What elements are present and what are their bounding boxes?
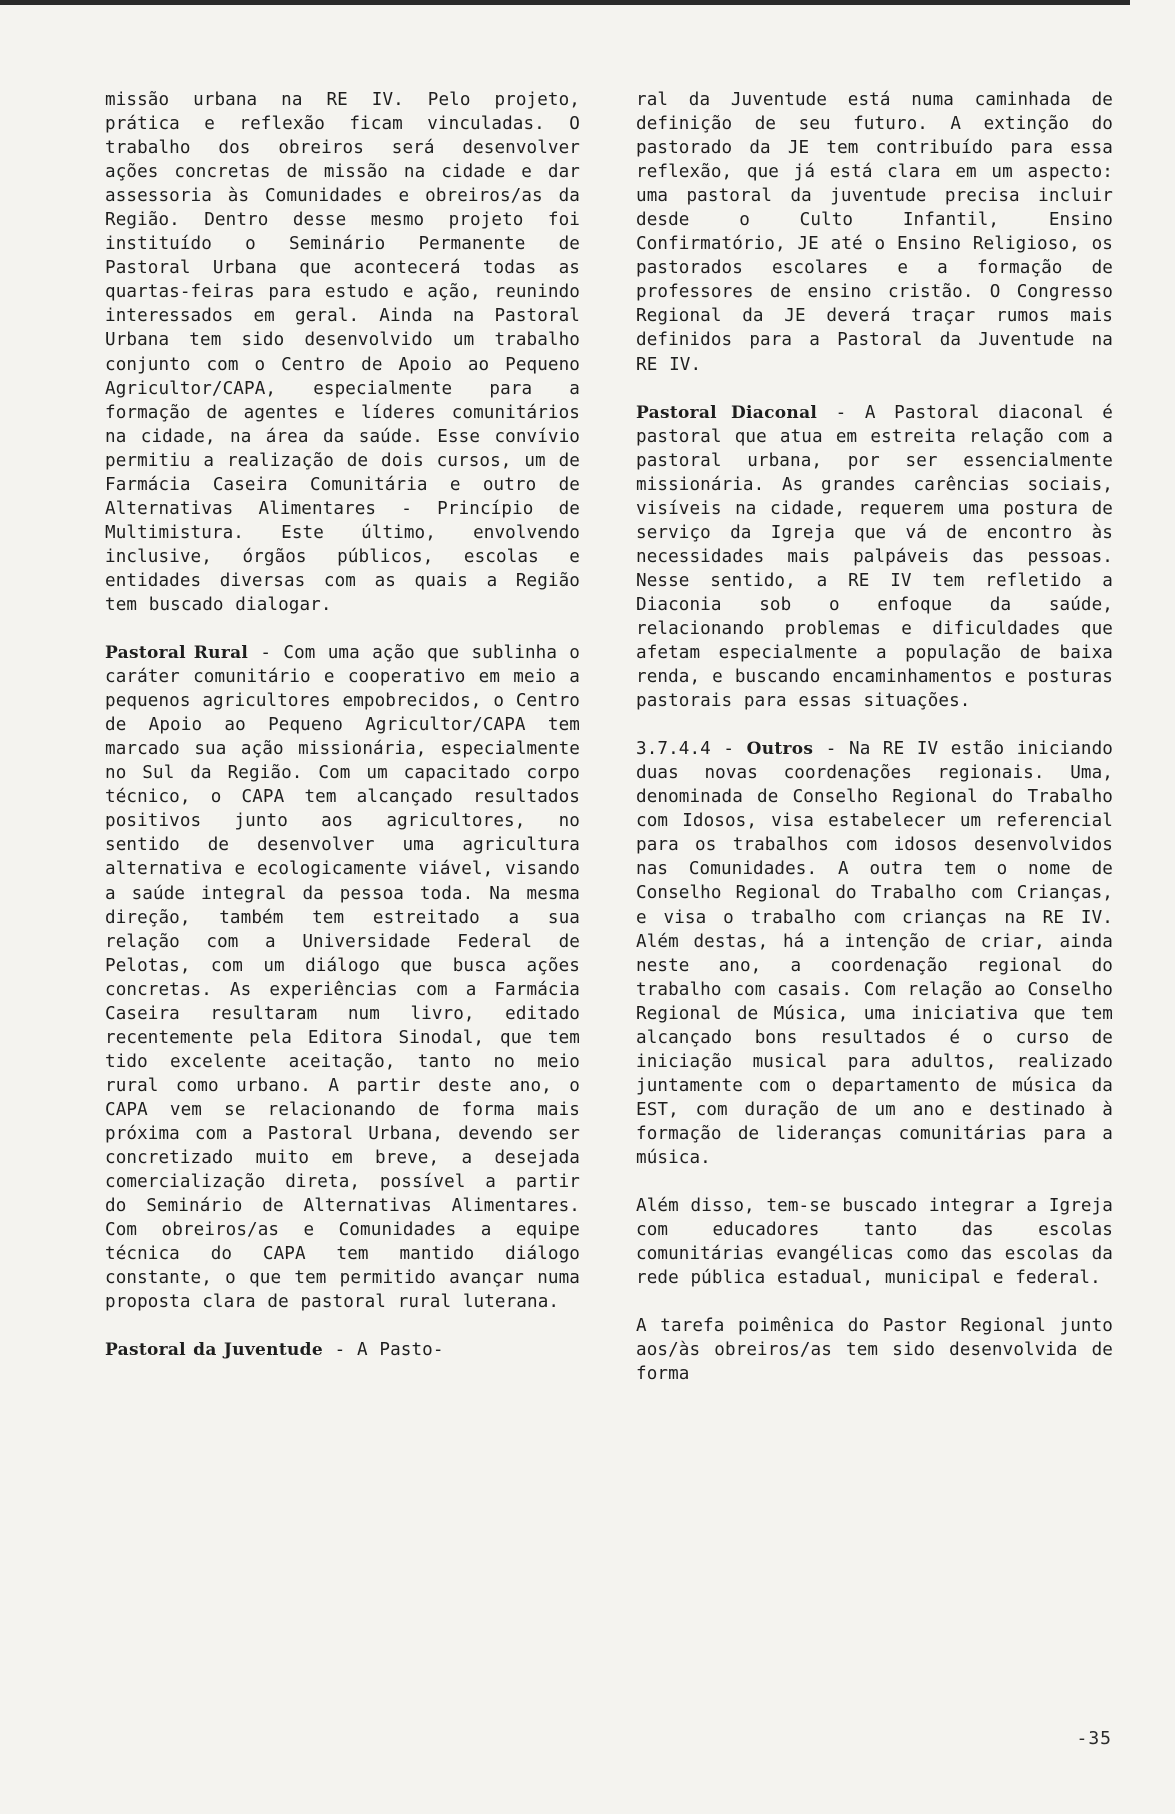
- paragraph-text: - A Pastoral diaconal é pastoral que atua em estreita relação com a pastoral urbana, por ser essencialmente missionária. As grandes carências sociais, visíveis na cidade, requerem uma postura de serviço da Igreja que vá de encontro às necessidades mais palpáveis das pessoas. Nesse sentido, a RE IV tem refletido a Diaconia sob o enfoque da saúde, relacionando problemas e dificuldades que afetam especialmente a população de baixa renda, e buscando encaminhamentos e posturas pastorais para essas situações.: [636, 402, 1113, 712]
- paragraph-pastoral-rural: [105, 641, 580, 1314]
- paragraph-tarefa-poimenica: [636, 1314, 1113, 1386]
- paragraph-urban-mission: [105, 88, 580, 617]
- paragraph-pastoral-juventude-cont: [636, 88, 1113, 377]
- paragraph-text: - Na RE IV estão iniciando duas novas coordenações regionais. Uma, denominada de Conselho Regional do Trabalho com Idosos, visa estabelecer um referencial para os trabalhos com idosos desenvolvidos nas Comunidades. A outra tem o nome de Conselho Regional do Trabalho com Crianças, e visa o trabalho com crianças na RE IV. Além destas, há a intenção de criar, ainda neste ano, a coordenação regional do trabalho com casais. Com relação ao Conselho Regional de Música, uma iniciativa que tem alcançado bons resultados é o curso de iniciação musical para adultos, realizado juntamente com o departamento de música da EST, com duração de um ano e destinado à formação de lideranças comunitárias para a música.: [636, 739, 1113, 1168]
- page-number: -35: [1076, 1728, 1112, 1749]
- left-column: [105, 88, 580, 1386]
- paragraph-outros: [636, 737, 1113, 1170]
- paragraph-pastoral-juventude-start: [105, 1338, 580, 1362]
- paragraph-pastoral-diaconal: [636, 401, 1113, 714]
- section-number: 3.7.4.4 -: [636, 739, 747, 760]
- section-heading-pastoral-juventude: Pastoral da Juventude: [105, 1340, 323, 1361]
- paragraph-text: ral da Juventude está numa caminhada de definição de seu futuro. A extinção do pastorado da JE tem contribuído para essa reflexão, que já está clara em um aspecto: uma pastoral da juventude precisa incluir desde o Culto Infantil, Ensino Confirmatório, JE até o Ensino Religioso, os pastorados escolares e a formação de professores de ensino cristão. O Congresso Regional da JE deverá traçar rumos mais definidos para a Pastoral da Juventude na RE IV.: [636, 90, 1113, 375]
- paragraph-text: - A Pasto-: [322, 1340, 444, 1361]
- paragraph-educadores: [636, 1194, 1113, 1290]
- section-heading-outros: Outros: [746, 739, 814, 760]
- paragraph-text: A tarefa poimênica do Pastor Regional junto aos/às obreiros/as tem sido desenvolvida de forma: [636, 1316, 1113, 1385]
- section-heading-pastoral-diaconal: Pastoral Diaconal: [636, 402, 818, 423]
- paragraph-text: - Com uma ação que sublinha o caráter comunitário e cooperativo em meio a pequenos agricultores empobrecidos, o Centro de Apoio ao Pequeno Agricultor/CAPA tem marcado sua ação missionária, especialmente no Sul da Região. Com um capacitado corpo técnico, o CAPA tem alcançado resultados positivos junto aos agricultores, no sentido de desenvolver uma agricultura alternativa e ecologicamente viável, visando a saúde integral da pessoa toda. Na mesma direção, também tem estreitado a sua relação com a Universidade Federal de Pelotas, com um diálogo que busca ações concretas. As experiências com a Farmácia Caseira resultaram num livro, editado recentemente pela Editora Sinodal, que tem tido excelente aceitação, tanto no meio rural como urbano. A partir deste ano, o CAPA vem se relacionando de forma mais próxima com a Pastoral Urbana, devendo ser concretizado muito em breve, a desejada comercialização direta, possível a partir do Seminário de Alternativas Alimentares. Com obreiros/as e Comunidades a equipe técnica do CAPA tem mantido diálogo constante, o que tem permitido avançar numa proposta clara de pastoral rural luterana.: [105, 643, 580, 1313]
- paragraph-text: missão urbana na RE IV. Pelo projeto, prática e reflexão ficam vinculadas. O trabalho dos obreiros será desenvolver ações concretas de missão na cidade e dar assessoria às Comunidades e obreiros/as da Região. Dentro desse mesmo projeto foi instituído o Seminário Permanente de Pastoral Urbana que acontecerá todas as quartas-feiras para estudo e ação, reunindo interessados em geral. Ainda na Pastoral Urbana tem sido desenvolvido um trabalho conjunto com o Centro de Apoio ao Pequeno Agricultor/CAPA, especialmente para a formação de agentes e líderes comunitários na cidade, na área da saúde. Esse convívio permitiu a realização de dois cursos, um de Farmácia Caseira Comunitária e outro de Alternativas Alimentares - Princípio de Multimistura. Este último, envolvendo inclusive, órgãos públicos, escolas e entidades diversas com as quais a Região tem buscado dialogar.: [105, 90, 580, 615]
- section-heading-pastoral-rural: Pastoral Rural: [105, 643, 249, 664]
- paragraph-text: Além disso, tem-se buscado integrar a Igreja com educadores tanto das escolas comunitárias evangélicas como das escolas da rede pública estadual, municipal e federal.: [636, 1196, 1113, 1289]
- top-border-line: [0, 0, 1130, 5]
- right-column: [636, 88, 1113, 1410]
